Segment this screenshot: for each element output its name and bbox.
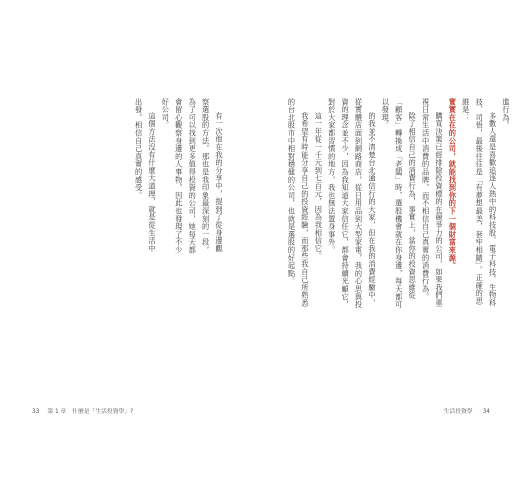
paragraph: 購買決策已經排除投資標的在競爭力的公司，如果我們重視日常生活中消費的品牌，而不相信自己真實的消費行為。 [421,98,444,308]
paragraph: 這個方法沒有什麼大道理，就是從生活中出發，相信自己真實的感受。 [134,98,157,253]
paragraph: 我希望有時能分享自己的投資經驗，而那些我自己所熟悉的台北股市中相對穩健的公司，也就是選股的好起點。 [287,98,310,308]
paragraph: 除了相信自己的消費行為，事實上，當你的投資思維從「顧客」轉換成「老闆」時，選股機會就在你身邊，每天都可以發現。 [381,98,418,309]
paragraph: 這一年從一千元到七百元，因為我相信它。 [314,112,324,261]
paragraph: 進行為。 [502,98,511,130]
page-number: 34 [482,409,490,415]
paragraph: 多數人還是喜歡追逐人熱中的科技股、電子科技、生物科技、司悟，最後往往是「有夢想最美，套牢相隨」。正確的思維是： [461,98,498,308]
page-number: 33 [32,409,40,415]
paragraph: 的我並不清楚台北通信行的大家，但在我的消費經驗中，從實體店面到網路商店，從日用品到大型家電，我的心思與投資的理念並不少，因為我知道大家信任它，都會持續光顧它，對於大家都習慣的地方，我也無法置身事外。 [327,98,377,309]
right-page-text [268,98,513,310]
running-head: 生活投資學 [443,409,473,415]
right-page [260,0,520,500]
right-footer [444,406,490,415]
running-head: 第 1 章 什麼是「生活投資學」? [47,409,134,415]
emphasized-paragraph: 實實在在的公司，就能找到你的下一個財富來源。 [448,98,458,270]
left-footer [32,406,133,415]
paragraph: 有一次他在我的分享中，提到了從身邊觀察選股的方法，那也是我印象最深刻的一段，為了可以找到更多值得投資的公司，她每天都會留心觀察身邊的人事物，因此也發現了不少好公司。 [161,98,224,254]
left-page-text [134,98,226,258]
